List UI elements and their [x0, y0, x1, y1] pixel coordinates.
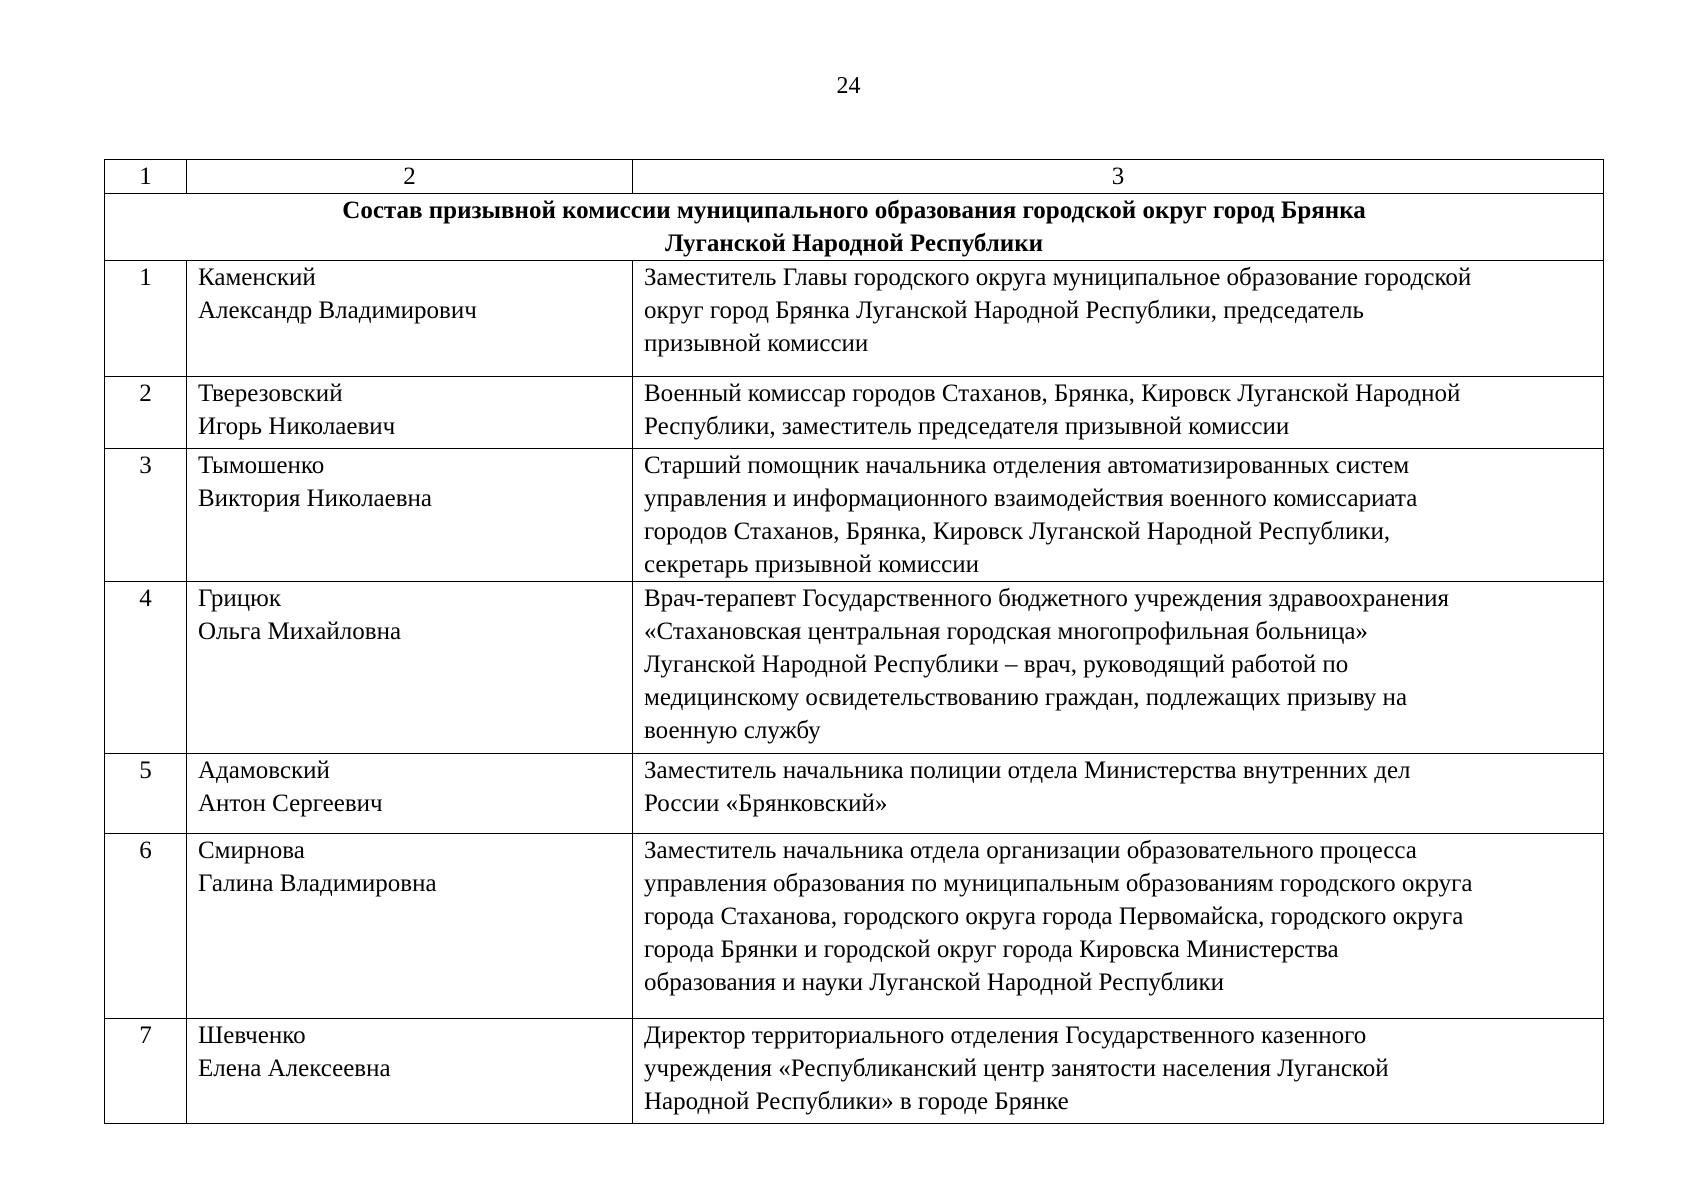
page-number: 24: [836, 73, 861, 99]
position-line: города Стаханова, городского округа города Первомайска, городского округа: [644, 903, 1464, 930]
section-title-row: [105, 194, 1604, 261]
member-given-names: Антон Сергеевич: [198, 790, 383, 817]
row-number: 2: [105, 377, 187, 449]
column-number-3: 3: [633, 160, 1604, 194]
member-position: [633, 582, 1604, 754]
position-line: городов Стаханов, Брянка, Кировск Луганской Народной Республики,: [644, 518, 1391, 545]
position-line: «Стахановская центральная городская многопрофильная больница»: [644, 618, 1368, 645]
table-row: [105, 582, 1604, 754]
position-line: Военный комиссар городов Стаханов, Брянка, Кировск Луганской Народной: [644, 380, 1461, 407]
member-given-names: Виктория Николаевна: [198, 485, 433, 512]
table-row: [105, 377, 1604, 449]
column-number-1: 1: [105, 160, 187, 194]
position-line: округ город Брянка Луганской Народной Республики, председатель: [644, 297, 1364, 324]
position-line: управления образования по муниципальным образованиям городского округа: [644, 870, 1473, 897]
position-line: Луганской Народной Республики – врач, руководящий работой по: [644, 651, 1349, 678]
row-number: 1: [105, 261, 187, 377]
member-surname: Каменский: [198, 264, 316, 291]
member-position: [633, 377, 1604, 449]
table-row: [105, 449, 1604, 582]
position-line: военную службу: [644, 717, 821, 744]
member-name: [187, 377, 633, 449]
position-line: Республики, заместитель председателя призывной комиссии: [644, 413, 1290, 440]
member-name: [187, 261, 633, 377]
member-name: [187, 834, 633, 1019]
member-surname: Смирнова: [198, 837, 305, 864]
table-row: [105, 1019, 1604, 1124]
member-surname: Тымошенко: [198, 452, 325, 479]
section-title-line: Состав призывной комиссии муниципального образования городской округ город Брянка: [342, 197, 1366, 224]
position-line: Заместитель Главы городского округа муниципальное образование городской: [644, 264, 1472, 291]
member-given-names: Галина Владимировна: [198, 870, 437, 897]
row-number: 4: [105, 582, 187, 754]
member-name: [187, 449, 633, 582]
member-position: [633, 1019, 1604, 1124]
row-number: 3: [105, 449, 187, 582]
member-surname: Тверезовский: [198, 380, 343, 407]
member-name: [187, 754, 633, 834]
column-number-row: [105, 160, 1604, 194]
member-surname: Грицюк: [198, 585, 281, 612]
member-position: [633, 261, 1604, 377]
table-row: [105, 834, 1604, 1019]
member-position: [633, 834, 1604, 1019]
position-line: Врач-терапевт Государственного бюджетного учреждения здравоохранения: [644, 585, 1450, 612]
member-given-names: Елена Алексеевна: [198, 1055, 391, 1082]
position-line: города Брянки и городской округ города Кировска Министерства: [644, 936, 1339, 963]
column-number-2: 2: [187, 160, 633, 194]
member-given-names: Ольга Михайловна: [198, 618, 402, 645]
position-line: Директор территориального отделения Государственного казенного: [644, 1022, 1367, 1049]
position-line: Заместитель начальника полиции отдела Министерства внутренних дел: [644, 757, 1411, 784]
section-title: [105, 194, 1604, 261]
member-position: [633, 449, 1604, 582]
member-name: [187, 582, 633, 754]
position-line: призывной комиссии: [644, 330, 869, 357]
member-name: [187, 1019, 633, 1124]
position-line: России «Брянковский»: [644, 790, 888, 817]
row-number: 6: [105, 834, 187, 1019]
member-position: [633, 754, 1604, 834]
row-number: 5: [105, 754, 187, 834]
table-row: [105, 261, 1604, 377]
position-line: Народной Республики» в городе Брянке: [644, 1088, 1069, 1115]
position-line: Старший помощник начальника отделения автоматизированных систем: [644, 452, 1410, 479]
position-line: Заместитель начальника отдела организации образовательного процесса: [644, 837, 1417, 864]
position-line: секретарь призывной комиссии: [644, 551, 980, 578]
member-given-names: Александр Владимирович: [198, 297, 477, 324]
table-row: [105, 754, 1604, 834]
member-given-names: Игорь Николаевич: [198, 413, 396, 440]
position-line: медицинскому освидетельствованию граждан, подлежащих призыву на: [644, 684, 1408, 711]
member-surname: Адамовский: [198, 757, 330, 784]
member-surname: Шевченко: [198, 1022, 306, 1049]
commission-table: [104, 159, 1604, 1124]
section-title-line: Луганской Народной Республики: [664, 230, 1044, 257]
position-line: управления и информационного взаимодействия военного комиссариата: [644, 485, 1418, 512]
row-number: 7: [105, 1019, 187, 1124]
position-line: образования и науки Луганской Народной Республики: [644, 969, 1224, 996]
position-line: учреждения «Республиканский центр занятости населения Луганской: [644, 1055, 1389, 1082]
